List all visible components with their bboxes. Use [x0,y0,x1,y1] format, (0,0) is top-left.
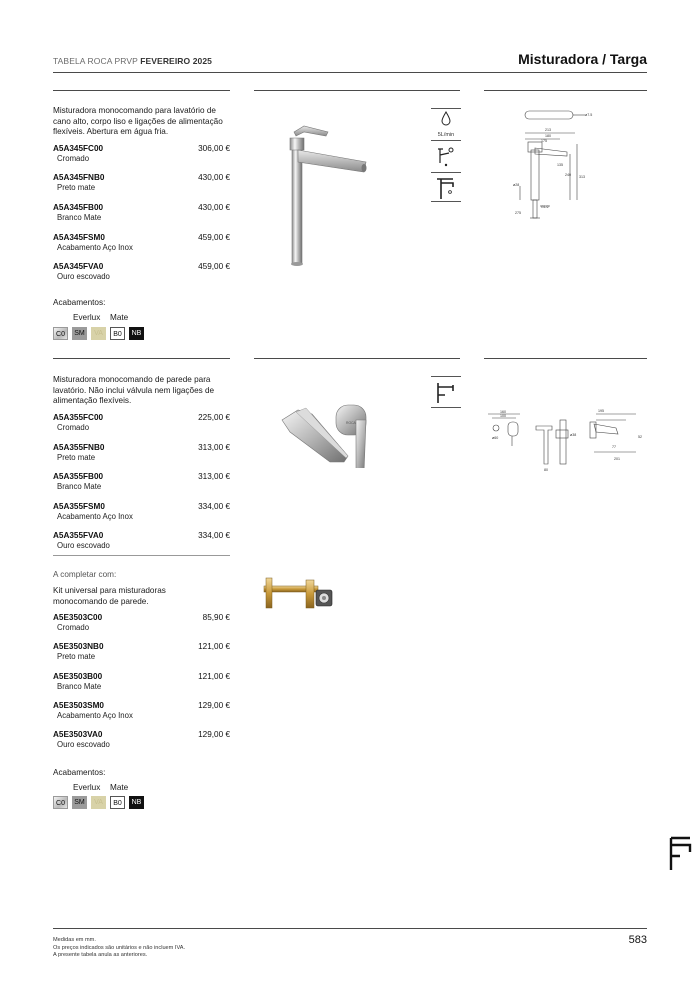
catalog-header [53,56,212,66]
product-row [53,443,230,467]
dimension-text: 213 [545,128,551,132]
product-finish: Ouro escovado [57,541,110,550]
product-code: A5A355FB00 [53,472,104,481]
footer-line: Os preços indicados são unitários e não incluem IVA. [53,944,186,951]
product-finish: Preto mate [57,453,96,462]
finishes-label: Acabamentos: [53,768,106,777]
dimension-text: 275 [515,211,521,215]
footer-rule [53,928,647,929]
wall-mixer-icon-box [431,376,461,408]
footer-line: Medidas em mm. [53,937,96,943]
product-code: A5A345FNB0 [53,173,105,182]
mate-label: Mate [110,313,129,322]
product-row [53,531,230,555]
finishes-label: Acabamentos: [53,298,106,307]
product-row [53,642,230,666]
product-row [53,413,230,437]
complement-label: A completar com: [53,570,117,579]
product-price: 121,00 € [198,672,230,681]
swatch-black: NB [129,796,144,809]
catalog-name: TABELA ROCA PRVP [53,56,138,66]
dimension-text: 80 [544,468,548,472]
product-finish: Ouro escovado [57,272,110,281]
dimension-text: ø7.5 [585,113,593,117]
product-row [53,472,230,496]
product-finish: Acabamento Aço Inox [57,243,133,252]
tall-mixer-technical-drawing [505,106,600,234]
product-code: A5E3503NB0 [53,642,104,651]
page-number: 583 [628,934,647,946]
product-price: 430,00 € [198,203,230,212]
embedded-kit-image [262,574,338,612]
flow-icon-box [431,108,461,138]
logo-text: ROCA [346,421,356,425]
section1-description: Misturadora monocomando para lavatório de cano alto, corpo liso e ligações de alimentação flexíveis. Abertura em água fria. [53,106,223,136]
product-price: 85,90 € [202,613,230,622]
section2-rule-image [254,358,460,359]
dimension-text: 201 [614,457,620,461]
section2-rule-text [53,358,230,359]
product-finish: Preto mate [57,652,96,661]
product-price: 129,00 € [198,701,230,710]
product-row [53,144,230,168]
product-finish: Acabamento Aço Inox [57,711,133,720]
product-code: A5A345FSM0 [53,233,105,242]
product-price: 129,00 € [198,730,230,739]
product-code: A5A355FSM0 [53,502,105,511]
dimension-text: 195 [598,409,604,413]
everlux-label: Everlux [73,783,101,792]
tall-basin-mixer-image [268,118,378,270]
product-price: 306,00 € [198,144,230,153]
product-finish: Branco Mate [57,682,102,691]
swatch-chrome: C0 [53,327,68,340]
product-finish: Branco Mate [57,213,102,222]
product-code: A5A355FVA0 [53,531,104,540]
product-row [53,233,230,257]
wall-mixer-image [276,398,376,468]
section1-rule-text [53,90,230,91]
section2-rule-drawing [484,358,647,359]
product-code: A5A345FVA0 [53,262,104,271]
dimension-text: 77 [612,445,616,449]
product-price: 430,00 € [198,173,230,182]
complement-divider [53,555,230,556]
dimension-text: 160 [500,410,506,414]
faucet-category-icon [668,836,692,872]
swatch-chrome: C0 [53,796,68,809]
product-finish: Ouro escovado [57,740,110,749]
product-finish: Cromado [57,623,90,632]
product-code: A5E3503C00 [53,613,103,622]
product-finish: Branco Mate [57,482,102,491]
swatch-white: B0 [110,327,125,340]
product-code: A5A345FB00 [53,203,104,212]
dimension-text: 175 [541,139,547,143]
catalog-edition: FEVEREIRO 2025 [140,56,213,66]
product-finish: Cromado [57,154,90,163]
product-finish: Cromado [57,423,90,432]
dimension-text: 135 [557,163,563,167]
product-row [53,203,230,227]
kit-description: Kit universal para misturadoras monocomando de parede. [53,586,166,606]
flow-rate-label: 5L/min [437,132,455,138]
product-code: A5A345FC00 [53,144,104,153]
product-price: 313,00 € [198,443,230,452]
product-finish: Acabamento Aço Inox [57,512,133,521]
dimension-text: 100 [500,414,506,418]
page-title: Misturadora / Targa [518,51,647,67]
section2-description: Misturadora monocomando de parede para lavatório. Não inclui válvula nem ligações de alimentação flexíveis. [53,375,215,405]
product-price: 121,00 € [198,642,230,651]
section1-rule-image [254,90,460,91]
mate-label: Mate [110,783,129,792]
product-row [53,613,230,637]
water-drop-icon [431,109,461,129]
swatch-gold: VA [91,796,106,809]
dimension-text: ø38 [570,433,577,437]
tall-mixer-icon-box [431,172,461,202]
cold-start-icon-box [431,140,461,170]
dimension-text: 180 [545,134,551,138]
dimension-text: G1/2 [541,205,549,209]
tall-mixer-icon [431,173,461,203]
header-rule [53,72,647,73]
product-row [53,173,230,197]
product-code: A5E3503B00 [53,672,103,681]
section1-rule-drawing [484,90,647,91]
swatch-gold: VA [91,327,106,340]
product-code: A5E3503SM0 [53,701,104,710]
product-price: 313,00 € [198,472,230,481]
product-code: A5A355FC00 [53,413,104,422]
product-code: A5A355FNB0 [53,443,105,452]
footer-line: A presente tabela anula as anteriores. [53,952,148,958]
product-price: 459,00 € [198,233,230,242]
dimension-text: ø60 [492,436,499,440]
footer-notes [53,937,185,960]
product-row [53,502,230,526]
product-price: 334,00 € [198,502,230,511]
product-price: 334,00 € [198,531,230,540]
swatch-white: B0 [110,796,125,809]
swatch-steel: SM [72,327,87,340]
product-price: 459,00 € [198,262,230,271]
product-price: 225,00 € [198,413,230,422]
dimension-text: 240 [565,173,571,177]
wall-mixer-technical-drawing [486,404,646,474]
wall-mixer-icon [431,377,461,407]
product-code: A5E3503VA0 [53,730,103,739]
dimension-text: 313 [579,175,585,179]
dimension-text: 52 [638,435,642,439]
swatch-black: NB [129,327,144,340]
swatch-steel: SM [72,796,87,809]
product-row [53,701,230,725]
cold-start-icon [431,141,461,171]
product-finish: Preto mate [57,183,96,192]
product-row [53,730,230,754]
product-row [53,262,230,286]
dimension-text: ø28 [513,183,520,187]
everlux-label: Everlux [73,313,101,322]
product-row [53,672,230,696]
